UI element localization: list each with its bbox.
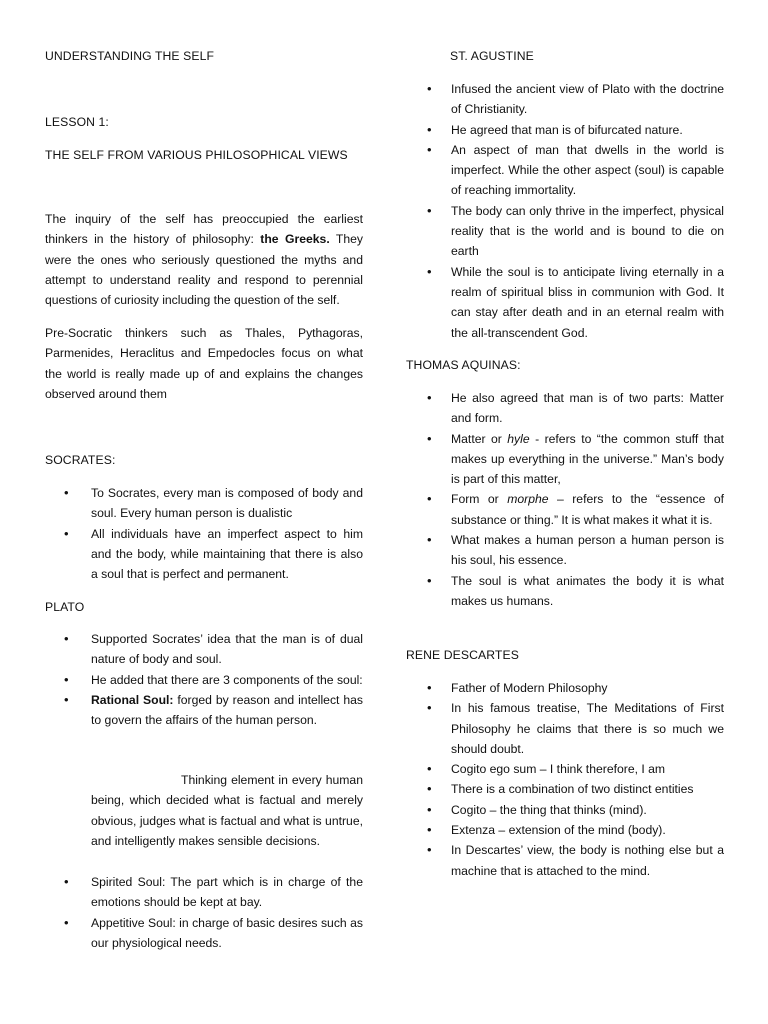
pre-socratic-paragraph: Pre-Socratic thinkers such as Thales, Pythagoras, Parmenides, Heraclitus and Empedocles focus on what the world is really made up of and explains the changes observed around them	[45, 326, 363, 401]
plato-soul-list	[45, 872, 363, 953]
socrates-list	[45, 483, 363, 584]
list-item: • Rational Soul: forged by reason and intellect has to govern the affairs of the human person.	[64, 691, 363, 728]
list-item: • While the soul is to anticipate living eternally in a realm of spiritual bliss in communion with God. It can stay after death and in an eternal realm with the all-transcendent God.	[427, 263, 724, 340]
bullet-icon: •	[427, 202, 432, 218]
bullet-icon: •	[427, 81, 432, 96]
descartes-heading: RENE DESCARTES	[406, 648, 519, 662]
bullet-icon: •	[427, 842, 432, 858]
aquinas-heading: THOMAS AQUINAS:	[406, 358, 521, 372]
bullet-icon: •	[427, 822, 432, 838]
bullet-icon: •	[427, 263, 432, 279]
bullet-icon: •	[64, 631, 69, 646]
list-item: • Spirited Soul: The part which is in charge of the emotions should be kept at bay.	[64, 874, 363, 910]
list-item: • Appetitive Soul: in charge of basic desires such as our physiological needs.	[64, 914, 363, 950]
bullet-icon: •	[427, 390, 432, 405]
bullet-icon: •	[64, 671, 69, 687]
list-item: • Extenza – extension of the mind (body).	[406, 820, 724, 840]
bullet-icon: •	[427, 761, 432, 777]
thinking-element-paragraph: Thinking element in every human being, which decided what is factual and merely obvious, judges what is factual and what is untrue, and intelligently makes sensible decisions.	[91, 773, 363, 848]
morphe-term: morphe	[507, 492, 549, 507]
bullet-icon: •	[427, 430, 432, 446]
bullet-icon: •	[427, 801, 432, 817]
bullet-icon: •	[427, 491, 432, 507]
list-item: • Infused the ancient view of Plato with the doctrine of Christianity.	[427, 81, 724, 117]
list-item: • In his famous treatise, The Meditations of First Philosophy he claims that there is so much we should doubt.	[427, 700, 724, 756]
document-title: UNDERSTANDING THE SELF	[45, 49, 215, 63]
intro-paragraph: The inquiry of the self has preoccupied the earliest thinkers in the history of philosophy: the Greeks. They were the ones who seriously questioned the myths and attempt to understand reality and respond to perennial questions of curiosity including the question of the self.	[45, 212, 364, 308]
list-item: • The body can only thrive in the imperfect, physical reality that is the world and is bound to die on earth	[427, 202, 724, 259]
rational-soul-label: Rational Soul:	[91, 692, 174, 707]
bullet-icon: •	[64, 691, 69, 707]
list-item: • All individuals have an imperfect aspect to him and the body, while maintaining that there is also a soul that is perfect and permanent.	[64, 525, 363, 582]
list-item: • Father of Modern Philosophy	[406, 678, 724, 698]
list-item: • The soul is what animates the body it is what makes us humans.	[427, 572, 724, 608]
augustine-list	[406, 79, 724, 343]
list-item: • He added that there are 3 components of the soul:	[45, 670, 363, 690]
greeks-emphasis: the Greeks.	[260, 232, 330, 247]
list-item: • Supported Socrates’ idea that the man is of dual nature of body and soul.	[64, 631, 363, 667]
list-item: • Matter or hyle - refers to “the common stuff that makes up everything in the universe.” Man’s body is part of this matter,	[427, 430, 725, 487]
list-item: • An aspect of man that dwells in the world is imperfect. While the other aspect (soul) is capable of reaching immortality.	[427, 141, 724, 198]
list-item: • In Descartes’ view, the body is nothing else but a machine that is attached to the mind.	[427, 842, 724, 878]
bullet-icon: •	[427, 532, 432, 548]
list-item: • What makes a human person a human person is his soul, his essence.	[427, 532, 724, 568]
aquinas-list	[406, 388, 724, 611]
hyle-term: hyle	[507, 431, 530, 446]
socrates-heading: SOCRATES:	[45, 453, 116, 467]
plato-list	[45, 629, 363, 730]
list-item: • Cogito – the thing that thinks (mind).	[406, 800, 724, 820]
bullet-icon: •	[427, 680, 432, 695]
bullet-icon: •	[427, 700, 432, 716]
bullet-icon: •	[427, 121, 432, 137]
plato-heading: PLATO	[45, 600, 85, 614]
list-item: • He also agreed that man is of two parts: Matter and form.	[427, 390, 724, 426]
bullet-icon: •	[64, 914, 69, 930]
descartes-list	[406, 678, 724, 881]
bullet-icon: •	[64, 525, 69, 541]
list-item: • There is a combination of two distinct entities	[406, 779, 724, 799]
augustine-heading: ST. AGUSTINE	[450, 49, 534, 63]
lesson-title: THE SELF FROM VARIOUS PHILOSOPHICAL VIEWS	[45, 148, 348, 162]
list-item: • Form or morphe – refers to the “essence of substance or thing.” It is what makes it what it is.	[427, 491, 724, 527]
lesson-number: LESSON 1:	[45, 115, 109, 129]
list-item: • He agreed that man is of bifurcated nature.	[406, 120, 724, 140]
bullet-icon: •	[427, 572, 432, 588]
bullet-icon: •	[64, 485, 69, 500]
bullet-icon: •	[427, 781, 432, 797]
list-item: • To Socrates, every man is composed of body and soul. Every human person is dualistic	[64, 485, 363, 521]
list-item: • Cogito ego sum – I think therefore, I am	[406, 759, 724, 779]
bullet-icon: •	[427, 141, 432, 157]
bullet-icon: •	[64, 874, 69, 889]
